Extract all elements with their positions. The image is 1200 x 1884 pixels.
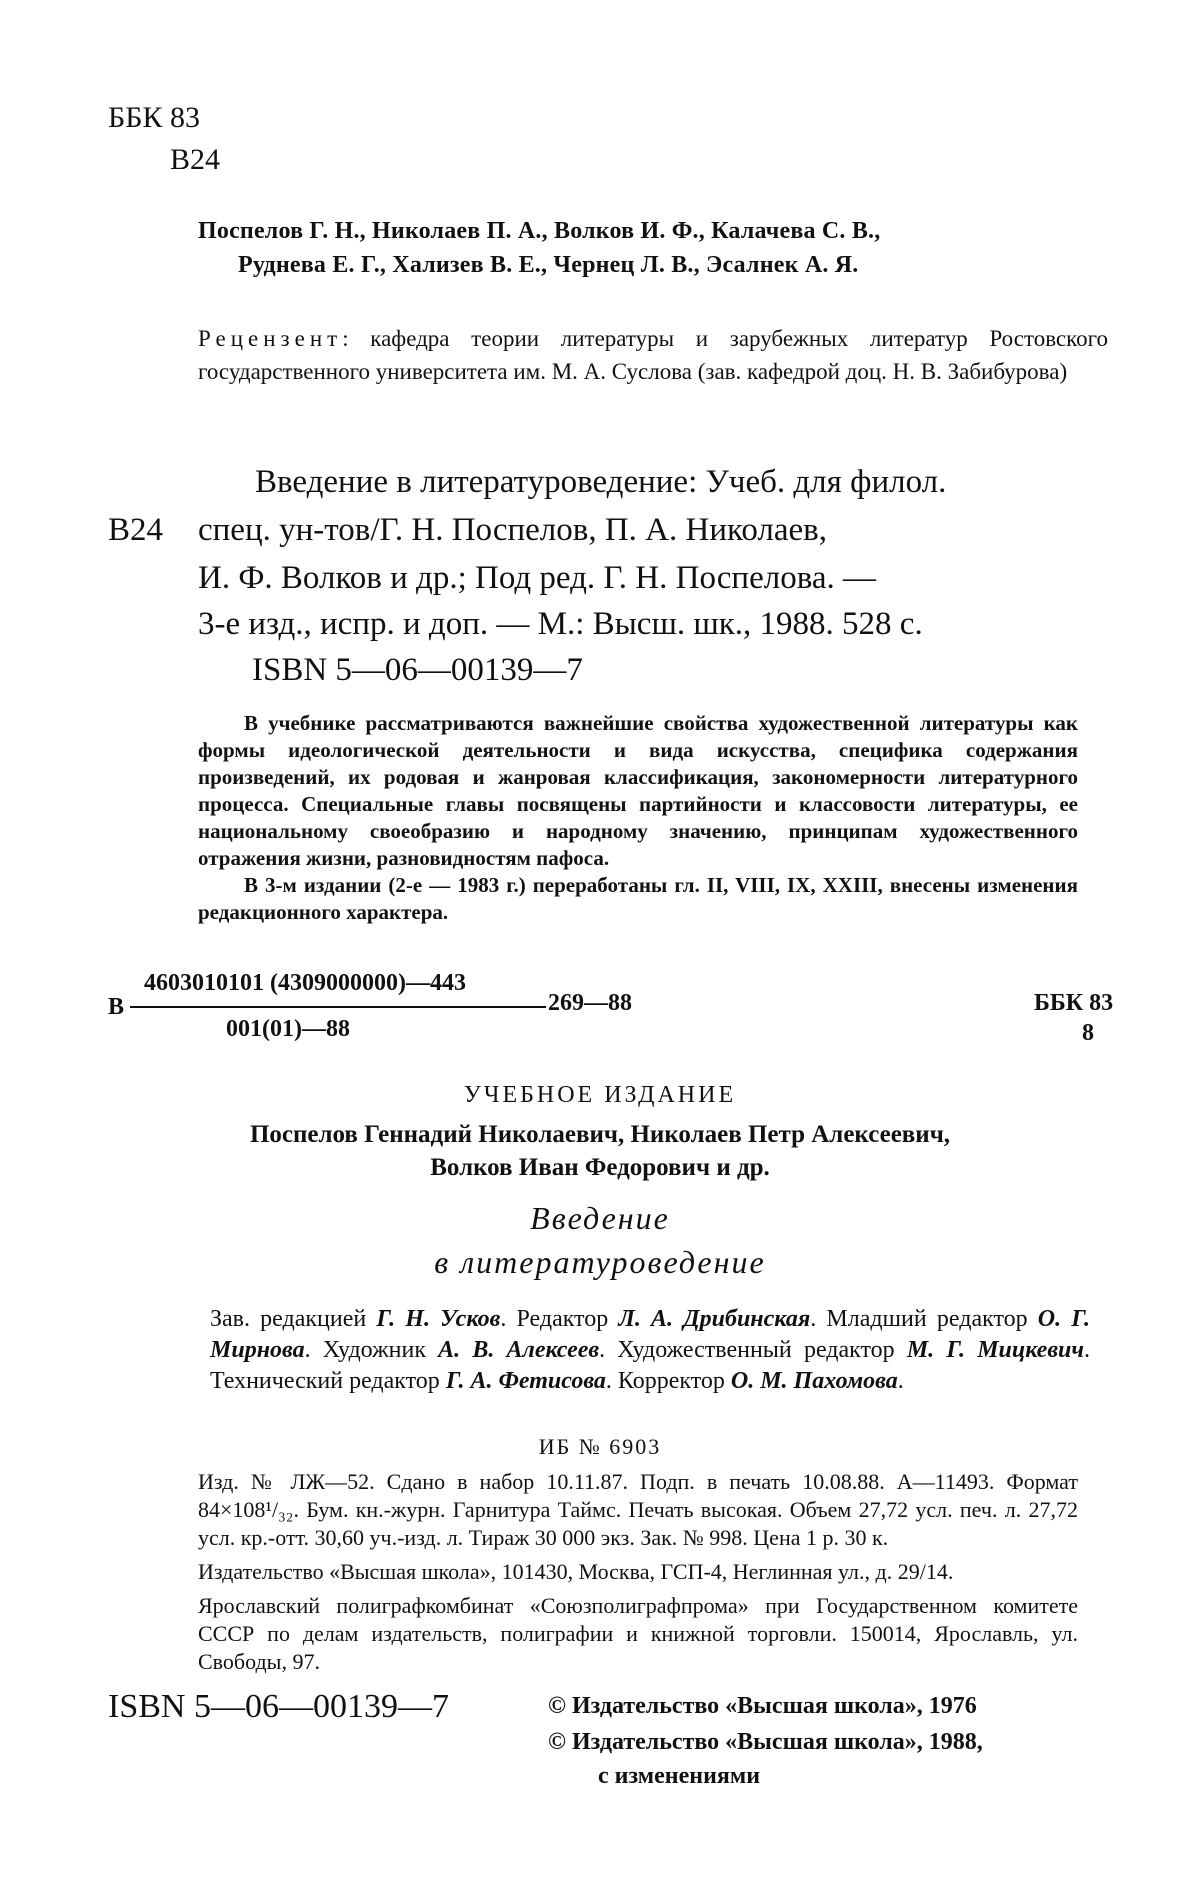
biblio-index: В24: [108, 512, 164, 548]
biblio-isbn: ISBN 5—06—00139—7: [252, 652, 583, 688]
code-bbk-sub: 8: [1082, 1020, 1094, 1046]
editorial-staff: Зав. редакцией Г. Н. Усков. Редактор Л. А. Дрибинская. Младший редактор О. Г. Мирнова. Художник А. В. Алексеев. Художественный редактор М. Г. Мицкевич. Технический редактор Г. А. Фетисова. Корректор О. М. Пахомова.: [210, 1306, 1090, 1394]
edition-label: УЧЕБНОЕ ИЗДАНИЕ: [463, 1082, 737, 1108]
imprint-printer: Ярославский полиграфкомбинат «Союзполиграфпрома» при Государственном комитете СССР по делам издательств, полиграфии и книжной торговли. 150014, Ярославль, ул. Свободы, 97.: [198, 1593, 1078, 1674]
authors-line-1: Поспелов Г. Н., Николаев П. А., Волков И. Ф., Калачева С. В.,: [198, 218, 881, 244]
art-editor-name: М. Г. Мицкевич: [906, 1337, 1084, 1363]
reviewer-label: Рецензент: [198, 326, 343, 351]
annotation-paragraph-2: В 3-м издании (2-е — 1983 г.) переработаны гл. II, VIII, IX, XXIII, внесены изменения редакционного характера.: [198, 873, 1078, 924]
tech-editor-name: Г. А. Фетисова: [445, 1368, 606, 1394]
biblio-line-1: Введение в литературоведение: Учеб. для филол.: [255, 464, 947, 500]
copyright-icon: ©: [548, 1729, 566, 1755]
reviewer-text: : кафедра теории литературы и зарубежных литератур Ростовского государственного университета им. М. А. Суслова (зав. кафедрой доц. Н. В. Забибурова): [198, 326, 1108, 384]
editor-name: Л. А. Дрибинская: [618, 1306, 811, 1332]
people-line-2: Волков Иван Федорович и др.: [430, 1154, 770, 1181]
isbn-bottom: ISBN 5—06—00139—7: [108, 1688, 449, 1725]
authors-line-2: Руднева Е. Г., Хализев В. Е., Чернец Л. В., Эсалнек А. Я.: [238, 252, 859, 278]
code-numerator: 4603010101 (4309000000)—443: [144, 970, 466, 996]
junior-editor-name: О. Г. Мирнова: [210, 1306, 1090, 1363]
reviewer-block: [198, 322, 1108, 388]
copyright-line-1: [548, 1690, 977, 1723]
code-right: 269—88: [548, 990, 632, 1016]
biblio-line-3: И. Ф. Волков и др.; Под ред. Г. Н. Поспелова. —: [198, 560, 876, 596]
ib-number: ИБ № 6903: [538, 1434, 662, 1459]
fraction-line: [130, 1006, 546, 1008]
biblio-line-2: спец. ун-тов/Г. Н. Поспелов, П. А. Николаев,: [198, 512, 828, 548]
bbk-code: ББК 83: [108, 101, 200, 134]
copyright-text-2-cont: с изменениями: [598, 1763, 761, 1789]
book-title-line-2: в литературоведение: [434, 1244, 766, 1280]
imprint-block: [198, 1468, 1078, 1676]
annotation-paragraph-1: В учебнике рассматриваются важнейшие свойства художественной литературы как формы идеологической деятельности и вида искусства, специфика содержания произведений, их родовая и жанровая классификация, закономерности литературного процесса. Специальные главы посвящены партийности и классовости литературы, ее национальному своеобразию и народному значению, принципам художественного отражения жизни, разновидностям пафоса.: [198, 711, 1078, 870]
author-sign: В24: [170, 143, 221, 176]
copyright-text-1: Издательство «Высшая школа», 1976: [571, 1693, 977, 1719]
code-denominator: 001(01)—88: [226, 1016, 350, 1042]
imprint-print-data: Изд. № ЛЖ—52. Сдано в набор 10.11.87. Подп. в печать 10.08.88. А—11493. Формат 84×108¹/₃₂. Бум. кн.-журн. Гарнитура Таймс. Печать высокая. Объем 27,72 усл. печ. л. 27,72 усл. кр.-отт. 30,60 уч.-изд. л. Тираж 30 000 экз. Зак. № 998. Цена 1 р. 30 к.: [198, 1469, 1078, 1550]
copyright-text-2: Издательство «Высшая школа», 1988,: [571, 1729, 983, 1755]
book-title-line-1: Введение: [530, 1200, 670, 1236]
proofreader-name: О. М. Пахомова: [730, 1368, 898, 1394]
annotation: [198, 710, 1078, 926]
head-editor-name: Г. Н. Усков: [376, 1306, 501, 1332]
code-bbk: ББК 83: [1034, 990, 1114, 1016]
copyright-line-2: [548, 1726, 983, 1759]
artist-name: А. В. Алексеев: [438, 1337, 600, 1363]
biblio-line-4: 3-е изд., испр. и доп. — М.: Высш. шк., 1988. 528 с.: [198, 606, 923, 642]
copyright-icon: ©: [548, 1693, 566, 1719]
code-letter: В: [108, 994, 125, 1020]
people-line-1: Поспелов Геннадий Николаевич, Николаев Петр Алексеевич,: [249, 1121, 951, 1148]
imprint-publisher: Издательство «Высшая школа», 101430, Москва, ГСП-4, Неглинная ул., д. 29/14.: [198, 1559, 954, 1584]
